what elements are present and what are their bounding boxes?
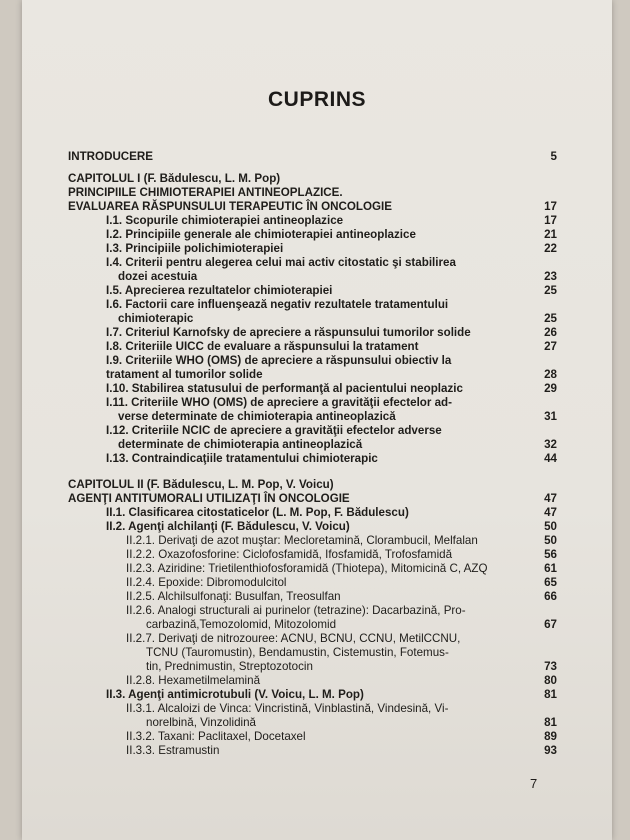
toc-entry-page: 81 [544,716,557,729]
toc-entry-text: II.2.8. Hexametilmelamină [126,674,261,687]
toc-entry-page: 81 [544,688,557,701]
toc-entry-page: 29 [544,382,557,395]
toc-entry-page: 21 [544,228,557,241]
toc-entry-text: norelbină, Vinzolidină [146,716,257,729]
toc-entry-text: I.2. Principiile generale ale chimioterapiei antineoplazice [106,228,416,241]
toc-entry-page: 50 [544,520,557,533]
toc-entry-text: II.1. Clasificarea citostaticelor (L. M. Pop, F. Bădulescu) [106,506,409,519]
toc-entry-text: I.7. Criteriul Karnofsky de apreciere a răspunsului tumorilor solide [106,326,471,339]
toc-entry-page: 25 [544,312,557,325]
toc-entry-text: II.3.1. Alcaloizi de Vinca: Vincristină, Vinblastină, Vindesină, Vi- [126,702,449,715]
toc-entry-text: tratament al tumorilor solide [106,368,263,381]
toc-entry-page: 47 [544,492,557,505]
toc-entry-page: 56 [544,548,557,561]
toc-entry-text: I.9. Criteriile WHO (OMS) de apreciere a răspunsului obiectiv la [106,354,452,367]
toc-entry-page: 25 [544,284,557,297]
page-number: 7 [530,776,538,791]
toc-entry-text: II.2.6. Analogi structurali ai purinelor (tetrazine): Dacarbazină, Pro- [126,604,466,617]
toc-entry-text: I.13. Contraindicaţiile tratamentului chimioterapic [106,452,378,465]
toc-entry-text: PRINCIPIILE CHIMIOTERAPIEI ANTINEOPLAZICE. [68,186,343,199]
toc-entry-page: 66 [544,590,557,603]
toc-entry-text: I.3. Principiile polichimioterapiei [106,242,284,255]
toc-entry-text: II.2.4. Epoxide: Dibromodulcitol [126,576,287,589]
table-of-contents [22,0,612,840]
toc-entry-page: 61 [544,562,557,575]
toc-entry-text: AGENŢI ANTITUMORALI UTILIZAŢI ÎN ONCOLOGIE [68,492,350,505]
toc-entry-text: EVALUAREA RĂSPUNSULUI TERAPEUTIC ÎN ONCOLOGIE [68,200,392,213]
toc-entry-text: CAPITOLUL II (F. Bădulescu, L. M. Pop, V. Voicu) [68,478,334,491]
toc-entry-text: I.8. Criteriile UICC de evaluare a răspunsului la tratament [106,340,419,353]
toc-entry-page: 89 [544,730,557,743]
toc-entry-page: 67 [544,618,557,631]
toc-entry-page: 73 [544,660,557,673]
toc-entry-text: I.4. Criterii pentru alegerea celui mai activ citostatic şi stabilirea [106,256,456,269]
toc-entry-page: 31 [544,410,557,423]
toc-entry-page: 17 [544,200,557,213]
toc-entry-text: chimioterapic [118,312,194,325]
toc-entry-page: 22 [544,242,557,255]
toc-entry-text: II.2.7. Derivaţi de nitrozouree: ACNU, BCNU, CCNU, MetilCCNU, [126,632,461,645]
toc-entry-page: 23 [544,270,557,283]
toc-entry-page: 65 [544,576,557,589]
toc-entry-text: I.12. Criteriile NCIC de apreciere a gravităţii efectelor adverse [106,424,442,437]
toc-entry-page: 80 [544,674,557,687]
toc-entry-text: tin, Prednimustin, Streptozotocin [146,660,313,673]
toc-entry-text: I.5. Aprecierea rezultatelor chimioterapiei [106,284,333,297]
toc-entry-text: II.2.2. Oxazofosforine: Ciclofosfamidă, Ifosfamidă, Trofosfamidă [126,548,453,561]
toc-entry-text: I.11. Criteriile WHO (OMS) de apreciere a gravităţii efectelor ad- [106,396,452,409]
book-page [22,0,612,840]
toc-entry-text: I.1. Scopurile chimioterapiei antineoplazice [106,214,344,227]
toc-entry-text: dozei acestuia [118,270,198,283]
toc-entry-text: determinate de chimioterapia antineoplazică [118,438,363,451]
toc-entry-text: I.10. Stabilirea statusului de performanţă al pacientului neoplazic [106,382,463,395]
toc-entry-text: II.2.5. Alchilsulfonaţi: Busulfan, Treosulfan [126,590,341,603]
toc-entry-page: 27 [544,340,557,353]
toc-entry-text: II.2.3. Aziridine: Trietilenthiofosforamidă (Thiotepa), Mitomicină C, AZQ [126,562,488,575]
toc-entry-page: 26 [544,326,557,339]
toc-entry-text: I.6. Factorii care influenşează negativ rezultatele tratamentului [106,298,449,311]
toc-entry-page: 93 [544,744,557,757]
toc-entry-text: verse determinate de chimioterapia antineoplazică [118,410,396,423]
toc-entry-text: II.2. Agenţi alchilanţi (F. Bădulescu, V. Voicu) [106,520,350,533]
toc-entry-page: 28 [544,368,557,381]
toc-entry-page: 17 [544,214,557,227]
toc-entry-text: II.2.1. Derivaţi de azot muştar: Mecloretamină, Clorambucil, Melfalan [126,534,478,547]
toc-entry-page: 5 [550,150,557,163]
toc-entry-text: TCNU (Tauromustin), Bendamustin, Cistemustin, Fotemus- [146,646,449,659]
toc-entry-text: II.3. Agenţi antimicrotubuli (V. Voicu, L. M. Pop) [106,688,364,701]
toc-entry-page: 44 [544,452,557,465]
toc-entry-text: carbazină,Temozolomid, Mitozolomid [146,618,337,631]
toc-entry-page: 50 [544,534,557,547]
toc-entry-text: II.3.3. Estramustin [126,744,220,757]
toc-entry-page: 32 [544,438,557,451]
toc-entry-text: II.3.2. Taxani: Paclitaxel, Docetaxel [126,730,306,743]
toc-entry-text: CAPITOLUL I (F. Bădulescu, L. M. Pop) [68,172,281,185]
toc-entry-page: 47 [544,506,557,519]
toc-entry-text: INTRODUCERE [68,150,154,163]
page-title: CUPRINS [267,88,366,111]
